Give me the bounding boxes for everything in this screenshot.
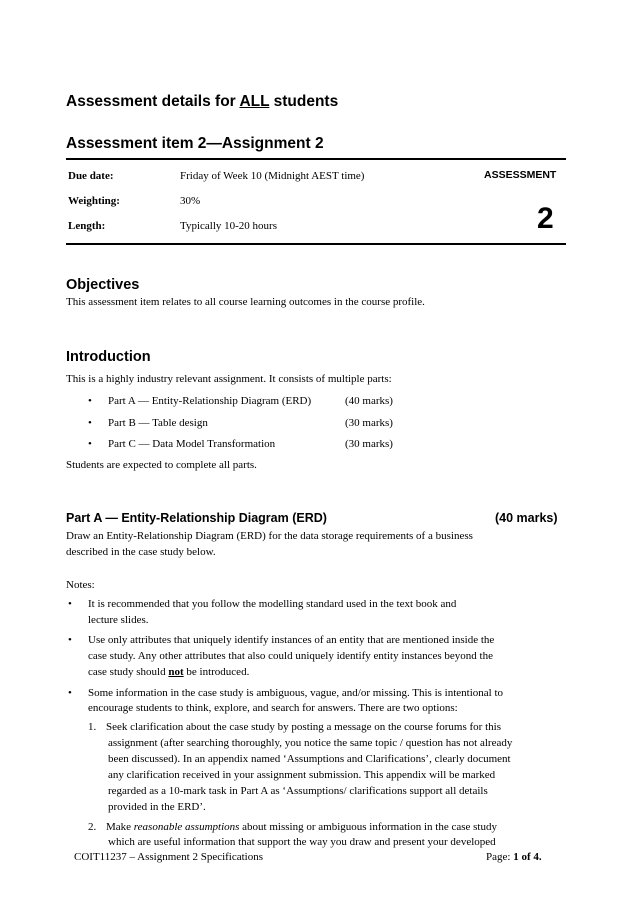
note-line: Use only attributes that uniquely identify instances of an entity that are mentioned inside the xyxy=(88,634,495,646)
part-a-description-line: Draw an Entity-Relationship Diagram (ERD) for the data storage requirements of a business xyxy=(66,530,473,542)
reasonable-assumptions-emphasis: reasonable assumptions xyxy=(133,821,240,833)
introduction-heading: Introduction xyxy=(66,349,151,365)
part-list-item-name: Part C — Data Model Transformation xyxy=(108,438,276,450)
note-line: encourage students to think, explore, and search for answers. There are two options: xyxy=(88,702,458,714)
part-a-heading: Part A — Entity-Relationship Diagram (ERD) xyxy=(66,511,327,525)
part-list-item-marks: (30 marks) xyxy=(345,438,393,450)
option-line: regarded as a 10-mark task in Part A as ‘Assumptions/ clarifications support all details xyxy=(108,785,488,797)
introduction-text: This is a highly industry relevant assignment. It consists of multiple parts: xyxy=(66,373,392,385)
title-rule xyxy=(66,158,566,160)
part-list-item-marks: (30 marks) xyxy=(345,417,393,429)
option-line: provided in the ERD’. xyxy=(108,801,206,813)
part-list-item-name: Part B — Table design xyxy=(108,417,208,429)
length-label: Length: xyxy=(68,220,106,232)
intro-bullet: • xyxy=(88,395,92,407)
notes-label: Notes: xyxy=(66,579,95,591)
note-bullet: • xyxy=(68,687,72,699)
note-line: It is recommended that you follow the modelling standard used in the text book and xyxy=(88,598,457,610)
intro-bullet: • xyxy=(88,438,92,450)
part-list-item-marks: (40 marks) xyxy=(345,395,393,407)
note-line: lecture slides. xyxy=(88,614,149,626)
option-line: which are useful information that support the way you draw and present your developed xyxy=(108,836,496,848)
option-line: assignment (after searching thoroughly, you notice the same topic / question has not already xyxy=(108,737,513,749)
footer-page-number: Page: 1 of 4. xyxy=(486,851,542,863)
note-bullet: • xyxy=(68,634,72,646)
note-line: case study. Any other attributes that also could uniquely identify entity instances beyond the xyxy=(88,650,493,662)
weighting-value: 30% xyxy=(180,195,201,207)
option-number: 2. xyxy=(88,821,97,833)
assessment-label: ASSESSMENT xyxy=(484,169,557,181)
option-line: Seek clarification about the case study by posting a message on the course forums for this xyxy=(106,721,501,733)
option-line: any clarification received in your assignment submission. This appendix will be marked xyxy=(108,769,496,781)
length-value: Typically 10-20 hours xyxy=(180,220,277,232)
part-a-marks: (40 marks) xyxy=(495,511,558,525)
due-date-value: Friday of Week 10 (Midnight AEST time) xyxy=(180,170,365,182)
option-line: been discussed). In an appendix named ‘Assumptions and Clarifications’, clearly document xyxy=(108,753,511,765)
objectives-heading: Objectives xyxy=(66,277,140,293)
details-rule xyxy=(66,243,566,245)
assessment-number: 2 xyxy=(537,202,554,235)
assessment-item-title: Assessment item 2—Assignment 2 xyxy=(66,135,324,152)
due-date-label: Due date: xyxy=(68,170,114,182)
note-line: case study should not be introduced. xyxy=(88,666,250,678)
weighting-label: Weighting: xyxy=(68,195,120,207)
option-line: Make reasonable assumptions about missing or ambiguous information in the case study xyxy=(106,821,497,833)
footer-document-title: COIT11237 – Assignment 2 Specifications xyxy=(74,851,264,863)
all-emphasis: ALL xyxy=(239,93,270,110)
part-list-item-name: Part A — Entity-Relationship Diagram (ERD) xyxy=(108,395,312,407)
note-line: Some information in the case study is ambiguous, vague, and/or missing. This is intentional to xyxy=(88,687,504,699)
objectives-text: This assessment item relates to all course learning outcomes in the course profile. xyxy=(66,296,425,308)
introduction-closing: Students are expected to complete all parts. xyxy=(66,459,257,471)
part-a-description-line: described in the case study below. xyxy=(66,546,216,558)
note-bullet: • xyxy=(68,598,72,610)
assessment-details-heading: Assessment details for ALL students xyxy=(66,93,339,110)
option-number: 1. xyxy=(88,721,97,733)
not-emphasis: not xyxy=(168,666,184,678)
intro-bullet: • xyxy=(88,417,92,429)
